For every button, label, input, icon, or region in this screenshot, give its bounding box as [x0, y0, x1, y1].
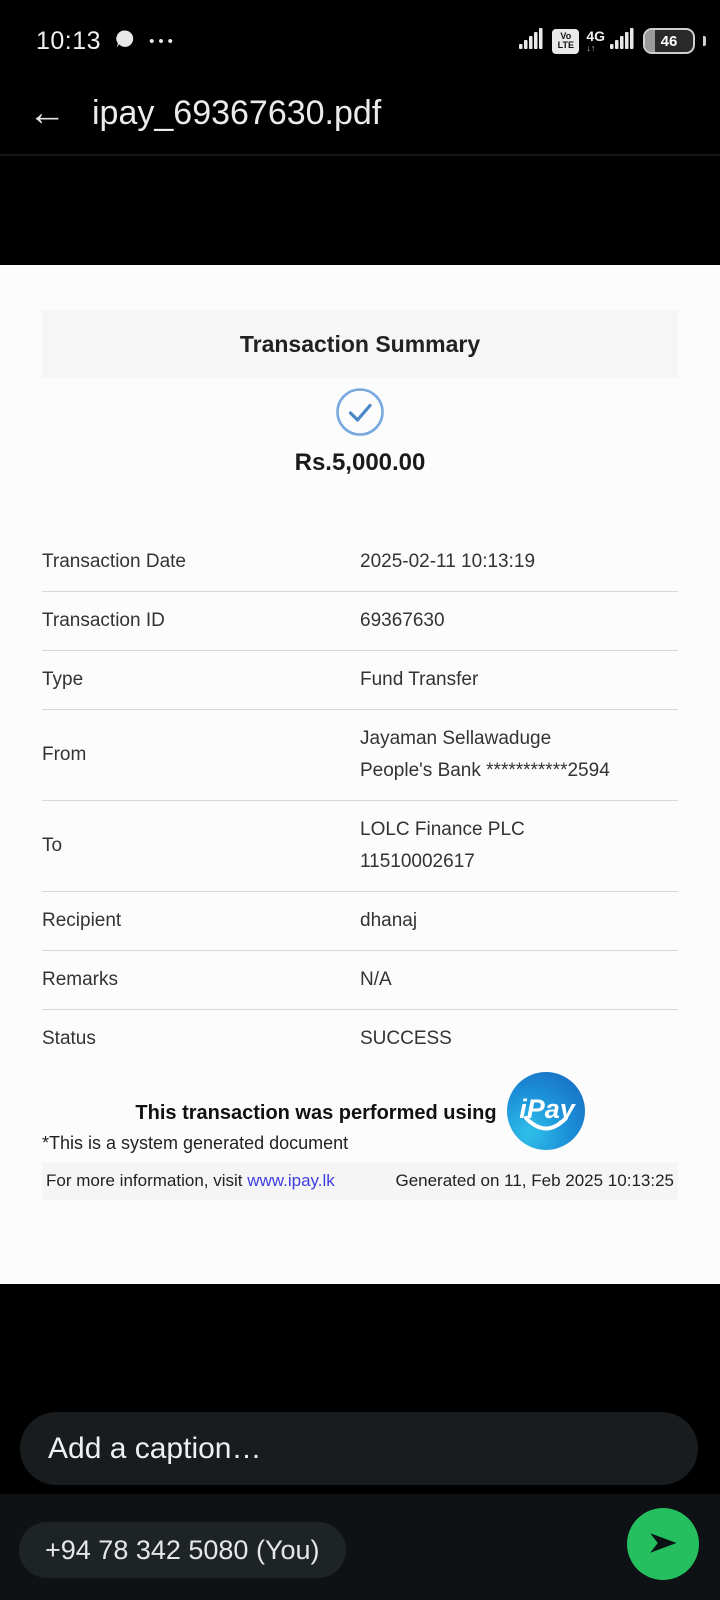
table-row-recipient: Recipient dhanaj	[42, 892, 678, 951]
pdf-preview	[0, 265, 720, 1284]
pdf-footer	[42, 1162, 678, 1200]
table-row-to: To LOLC Finance PLC 11510002617	[42, 801, 678, 892]
svg-text:iPay: iPay	[518, 1094, 575, 1124]
volte-icon: Vo LTE	[552, 29, 579, 54]
success-check-icon	[0, 386, 720, 443]
table-row-transaction-id: Transaction ID 69367630	[42, 592, 678, 651]
send-icon	[645, 1525, 681, 1564]
system-generated-note: *This is a system generated document	[42, 1133, 349, 1153]
battery-cap	[703, 36, 706, 46]
generated-timestamp: Generated on 11, Feb 2025 10:13:25	[395, 1171, 674, 1190]
battery-fill	[645, 30, 655, 52]
table-row-status: Status SUCCESS	[42, 1028, 452, 1049]
transaction-table	[42, 533, 678, 1068]
ipay-logo	[507, 1072, 585, 1155]
4g-network-icon: 4G ↓↑	[586, 28, 605, 53]
table-row-transaction-date: Transaction Date 2025-02-11 10:13:19	[42, 533, 678, 592]
signal-strength-icon	[519, 28, 545, 55]
send-button[interactable]	[627, 1508, 699, 1580]
page-title: ipay_69367630.pdf	[92, 93, 382, 132]
app-header	[0, 80, 720, 146]
more-info-text: For more information, visit www.ipay.lk	[46, 1171, 335, 1190]
battery-percent: 46	[660, 32, 678, 50]
transaction-summary-header	[42, 310, 678, 378]
clock: 10:13	[36, 26, 102, 55]
ellipsis-icon: •••	[149, 32, 177, 50]
signal-strength-icon-2	[610, 28, 636, 55]
transaction-amount: Rs.5,000.00	[294, 449, 426, 476]
caption-placeholder: Add a caption…	[48, 1431, 262, 1465]
chat-bubble-icon	[113, 27, 137, 56]
transaction-summary-title: Transaction Summary	[239, 330, 481, 357]
recipient-chip-label: +94 78 342 5080 (You)	[45, 1534, 320, 1565]
caption-input[interactable]	[20, 1412, 698, 1485]
battery-icon	[643, 28, 695, 54]
status-bar	[36, 18, 706, 64]
table-row-type: Type Fund Transfer	[42, 651, 678, 710]
ipay-link[interactable]: www.ipay.lk	[247, 1171, 335, 1190]
send-bar	[0, 1494, 720, 1600]
table-row-from: From Jayaman Sellawaduge People's Bank ***********2594	[42, 710, 678, 801]
header-divider	[0, 154, 720, 156]
recipient-chip[interactable]	[19, 1522, 346, 1578]
table-row-remarks: Remarks N/A	[42, 951, 678, 1010]
performed-using-text: This transaction was performed using	[135, 1102, 497, 1124]
back-icon[interactable]: ←	[28, 92, 66, 134]
